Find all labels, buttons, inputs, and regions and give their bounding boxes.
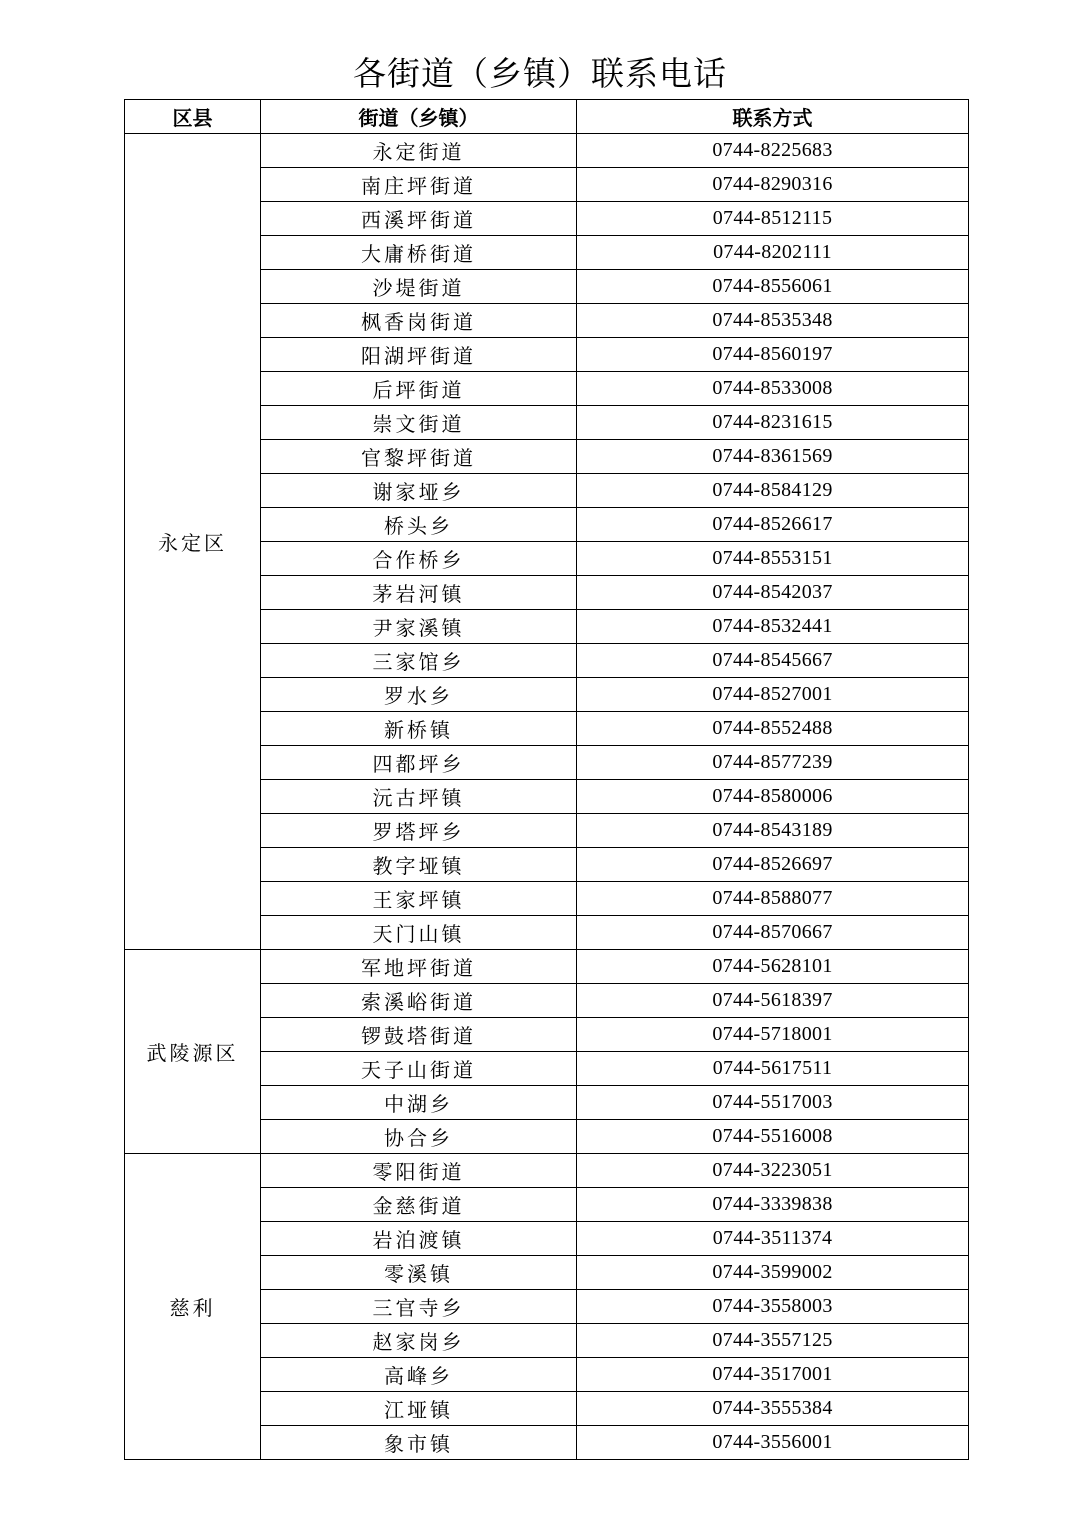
township-cell: 沅古坪镇 [261, 780, 577, 814]
phone-cell: 0744-3556001 [577, 1426, 969, 1460]
table-body [125, 134, 969, 1460]
header-row [125, 100, 969, 134]
township-cell: 沙堤街道 [261, 270, 577, 304]
township-cell: 西溪坪街道 [261, 202, 577, 236]
phone-cell: 0744-8361569 [577, 440, 969, 474]
table-header [125, 100, 969, 134]
township-cell: 王家坪镇 [261, 882, 577, 916]
phone-cell: 0744-8225683 [577, 134, 969, 168]
township-cell: 南庄坪街道 [261, 168, 577, 202]
township-cell: 官黎坪街道 [261, 440, 577, 474]
township-cell: 桥头乡 [261, 508, 577, 542]
phone-cell: 0744-3555384 [577, 1392, 969, 1426]
phone-cell: 0744-3558003 [577, 1290, 969, 1324]
phone-cell: 0744-8577239 [577, 746, 969, 780]
phone-cell: 0744-3339838 [577, 1188, 969, 1222]
phone-cell: 0744-5517003 [577, 1086, 969, 1120]
table-row [125, 134, 969, 168]
phone-cell: 0744-3511374 [577, 1222, 969, 1256]
phone-cell: 0744-3599002 [577, 1256, 969, 1290]
phone-cell: 0744-8512115 [577, 202, 969, 236]
township-cell: 天子山街道 [261, 1052, 577, 1086]
header-district: 区县 [125, 100, 261, 134]
township-cell: 四都坪乡 [261, 746, 577, 780]
phone-cell: 0744-8580006 [577, 780, 969, 814]
header-contact: 联系方式 [577, 100, 969, 134]
phone-cell: 0744-5617511 [577, 1052, 969, 1086]
phone-cell: 0744-5718001 [577, 1018, 969, 1052]
phone-cell: 0744-8532441 [577, 610, 969, 644]
township-cell: 枫香岗街道 [261, 304, 577, 338]
township-cell: 岩泊渡镇 [261, 1222, 577, 1256]
header-township: 街道（乡镇） [261, 100, 577, 134]
phone-cell: 0744-8552488 [577, 712, 969, 746]
township-cell: 锣鼓塔街道 [261, 1018, 577, 1052]
township-cell: 三家馆乡 [261, 644, 577, 678]
township-cell: 天门山镇 [261, 916, 577, 950]
district-cell: 永定区 [125, 134, 261, 950]
district-cell: 武陵源区 [125, 950, 261, 1154]
township-cell: 江垭镇 [261, 1392, 577, 1426]
contact-table [124, 99, 969, 1460]
phone-cell: 0744-8553151 [577, 542, 969, 576]
phone-cell: 0744-3557125 [577, 1324, 969, 1358]
phone-cell: 0744-8556061 [577, 270, 969, 304]
phone-cell: 0744-8570667 [577, 916, 969, 950]
phone-cell: 0744-8588077 [577, 882, 969, 916]
township-cell: 大庸桥街道 [261, 236, 577, 270]
township-cell: 罗塔坪乡 [261, 814, 577, 848]
phone-cell: 0744-8526617 [577, 508, 969, 542]
phone-cell: 0744-8542037 [577, 576, 969, 610]
phone-cell: 0744-8545667 [577, 644, 969, 678]
page-title: 各街道（乡镇）联系电话 [353, 54, 727, 93]
township-cell: 协合乡 [261, 1120, 577, 1154]
phone-cell: 0744-8202111 [577, 236, 969, 270]
township-cell: 赵家岗乡 [261, 1324, 577, 1358]
phone-cell: 0744-8526697 [577, 848, 969, 882]
township-cell: 三官寺乡 [261, 1290, 577, 1324]
township-cell: 索溪峪街道 [261, 984, 577, 1018]
township-cell: 金慈街道 [261, 1188, 577, 1222]
phone-cell: 0744-8290316 [577, 168, 969, 202]
table-row [125, 1154, 969, 1188]
phone-cell: 0744-8535348 [577, 304, 969, 338]
phone-cell: 0744-5628101 [577, 950, 969, 984]
township-cell: 高峰乡 [261, 1358, 577, 1392]
phone-cell: 0744-8533008 [577, 372, 969, 406]
phone-cell: 0744-5516008 [577, 1120, 969, 1154]
township-cell: 新桥镇 [261, 712, 577, 746]
township-cell: 教字垭镇 [261, 848, 577, 882]
table-row [125, 950, 969, 984]
phone-cell: 0744-8584129 [577, 474, 969, 508]
phone-cell: 0744-3223051 [577, 1154, 969, 1188]
township-cell: 象市镇 [261, 1426, 577, 1460]
township-cell: 谢家垭乡 [261, 474, 577, 508]
township-cell: 后坪街道 [261, 372, 577, 406]
township-cell: 崇文街道 [261, 406, 577, 440]
district-cell: 慈利 [125, 1154, 261, 1460]
township-cell: 中湖乡 [261, 1086, 577, 1120]
township-cell: 零溪镇 [261, 1256, 577, 1290]
phone-cell: 0744-8543189 [577, 814, 969, 848]
township-cell: 合作桥乡 [261, 542, 577, 576]
township-cell: 尹家溪镇 [261, 610, 577, 644]
phone-cell: 0744-3517001 [577, 1358, 969, 1392]
township-cell: 罗水乡 [261, 678, 577, 712]
phone-cell: 0744-8560197 [577, 338, 969, 372]
township-cell: 茅岩河镇 [261, 576, 577, 610]
phone-cell: 0744-5618397 [577, 984, 969, 1018]
township-cell: 阳湖坪街道 [261, 338, 577, 372]
phone-cell: 0744-8231615 [577, 406, 969, 440]
township-cell: 军地坪街道 [261, 950, 577, 984]
township-cell: 零阳街道 [261, 1154, 577, 1188]
phone-cell: 0744-8527001 [577, 678, 969, 712]
township-cell: 永定街道 [261, 134, 577, 168]
